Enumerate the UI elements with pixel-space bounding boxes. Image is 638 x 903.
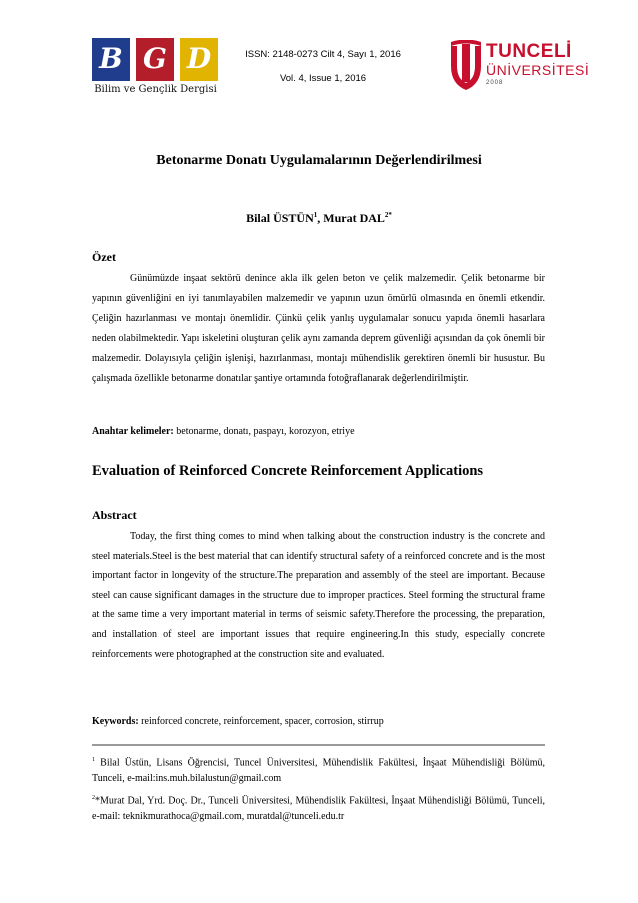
author-2: Murat DAL xyxy=(323,211,385,225)
university-logo xyxy=(448,40,598,100)
logo-box-d xyxy=(180,38,218,81)
footnote-2 xyxy=(92,790,545,825)
author-1: Bilal ÜSTÜN xyxy=(246,211,314,225)
university-name: TUNCELİ xyxy=(486,41,572,62)
journal-logo xyxy=(92,38,219,100)
footnote-1 xyxy=(92,752,545,787)
logo-box-b xyxy=(92,38,130,81)
logo-letter-b: B xyxy=(99,42,123,75)
footnote-2-mark: 2 xyxy=(92,795,95,801)
author-2-mark: 2* xyxy=(384,211,392,219)
paper-title-turkish: Betonarme Donatı Uygulamalarının Değerlendirilmesi xyxy=(156,153,482,168)
footnote-1-text: Bilal Üstün, Lisans Öğrencisi, Tuncel Üniversitesi, Mühendislik Fakültesi, İnşaat Mühendisliği Bölümü, Tunceli, e-mail:ins.muh.bilalustun@gmail.com xyxy=(92,757,545,785)
ozet-heading: Özet xyxy=(92,250,116,264)
author-separator: , xyxy=(317,211,324,225)
keywords-turkish-list: betonarme, donatı, paspayı, korozyon, etriye xyxy=(173,426,355,437)
abstract-paragraph: Today, the first thing comes to mind when talking about the construction industry is the concrete and steel materials.Steel is the best material that can identify structural safety of a reinforced concrete and is the most important factor in longevity of the structure.The preparation and assembly of the steel are important. Because steel can cause significant damages in the structure due to improper practices. Steel forming the structural frame at the same time a very important material in terms of seismic safety.Therefore the processing, the preparation, and installation of steel are important issues that require engineering.In this study, especially concrete reinforcements were photographed at the construction site and evaluated. xyxy=(92,531,545,660)
keywords-turkish-label: Anahtar kelimeler: xyxy=(92,426,174,437)
keywords-english-list: reinforced concrete, reinforcement, spacer, corrosion, stirrup xyxy=(138,716,384,727)
author-1-mark: 1 xyxy=(313,211,318,219)
footnote-divider xyxy=(92,744,545,746)
university-name-second-line: ÜNİVERSİTESİ xyxy=(486,62,590,78)
footnote-1-mark: 1 xyxy=(92,757,95,763)
abstract-heading: Abstract xyxy=(92,508,137,522)
keywords-english xyxy=(92,716,545,727)
volume-line: Vol. 4, Issue 1, 2016 xyxy=(279,73,367,84)
footnote-2-text: *Murat Dal, Yrd. Doç. Dr., Tunceli Üniversitesi, Mühendislik Fakültesi, İnşaat Mühendisliği Bölümü, Tunceli, e-mail: teknikmurathoca@gmail.com, muratdal@tunceli.edu.tr xyxy=(92,795,545,823)
journal-name: Bilim ve Gençlik Dergisi xyxy=(94,84,217,95)
author-line xyxy=(0,211,638,226)
ozet-paragraph: Günümüzde inşaat sektörü denince akla ilk gelen beton ve çelik malzemedir. Çelik betonarme bir yapının güvenliğini en iyi tanımlayabilen malzemedir ve yapının uzun ömürlü olmasında en önemli etkendir. Çeliğin hazırlanması ve montajı önemlidir. Çünkü çelik yanlış uygulamalar sonucu yapıda önemli hasarlara neden olabilmektedir. Yapı iskeletini oluşturan çelik aynı zamanda deprem güvenliği açısından da çok önemli bir malzemedir. Dolayısıyla çeliğin işlenişi, hazırlanması, montajı mühendislik gerektiren önemli bir husustur. Bu çalışmada özellikle betonarme donatılar şantiye ortamında fotoğraflanarak değerlendirilmiştir. xyxy=(92,273,545,384)
issn-line: ISSN: 2148-0273 Cilt 4, Sayı 1, 2016 xyxy=(245,49,401,60)
logo-letter-g: G xyxy=(143,42,167,75)
keywords-turkish xyxy=(92,426,545,437)
university-year: 2008 xyxy=(486,80,504,86)
logo-letter-d: D xyxy=(186,42,212,75)
logo-box-g xyxy=(136,38,174,81)
paper-title-english: Evaluation of Reinforced Concrete Reinforcement Applications xyxy=(92,463,484,479)
keywords-english-label: Keywords: xyxy=(92,716,139,727)
university-emblem-icon xyxy=(448,40,484,92)
